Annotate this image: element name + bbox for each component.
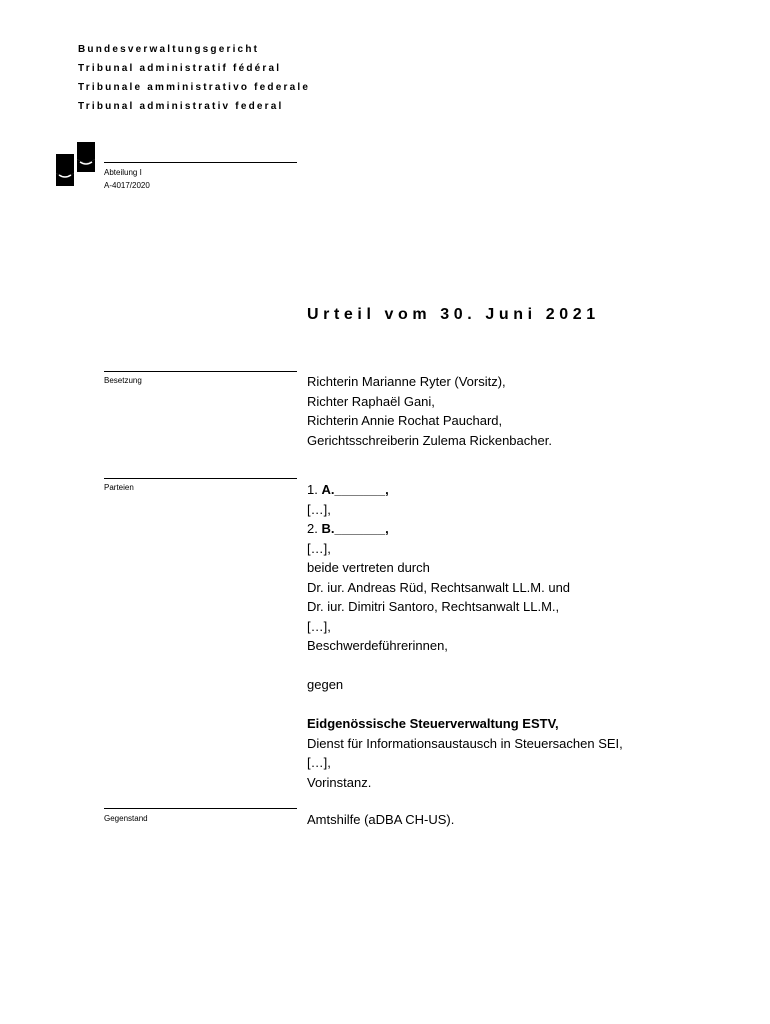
representation-line: beide vertreten durch: [307, 560, 430, 575]
division-label: Abteilung I: [104, 168, 142, 177]
judge-line: Richterin Annie Rochat Pauchard,: [307, 413, 503, 428]
party-2-number: 2.: [307, 521, 322, 536]
representation-line: […],: [307, 618, 331, 634]
clerk-line: Gerichtsschreiberin Zulema Rickenbacher.: [307, 432, 552, 448]
party-1: [307, 480, 623, 500]
party-2-address: […],: [307, 540, 331, 556]
court-names: [78, 40, 310, 116]
representation-line: Dr. iur. Andreas Rüd, Rechtsanwalt LL.M. und: [307, 579, 571, 595]
subject-text: Amtshilfe (aDBA CH-US).: [307, 812, 455, 827]
judgment-title: Urteil vom 30. Juni 2021: [307, 306, 600, 323]
parteien-rule: [104, 478, 297, 479]
besetzung-label: Besetzung: [104, 376, 142, 385]
parteien-label: Parteien: [104, 483, 134, 492]
gegenstand-label: Gegenstand: [104, 814, 148, 823]
authority-line: Dienst für Informationsaustausch in Steuersachen SEI,: [307, 735, 623, 751]
gegenstand-block: [307, 810, 454, 830]
party-2-name: B._______,: [321, 521, 389, 536]
authority-role: Vorinstanz.: [307, 774, 372, 790]
parteien-block: [307, 480, 623, 792]
authority-name: [307, 714, 623, 734]
spacer: [307, 656, 623, 676]
spacer: [307, 695, 623, 715]
party-1-address: […],: [307, 501, 331, 517]
appellants-role: Beschwerdeführerinnen,: [307, 638, 448, 653]
party-1-number: 1.: [307, 482, 322, 497]
authority-name-text: Eidgenössische Steuerverwaltung ESTV,: [307, 716, 559, 731]
court-name-fr: Tribunal administratif fédéral: [78, 63, 282, 74]
authority-line: […],: [307, 755, 331, 770]
court-name-rm: Tribunal administrativ federal: [78, 101, 284, 112]
judge-line: Richterin Marianne Ryter (Vorsitz),: [307, 374, 506, 389]
besetzung-block: [307, 372, 552, 450]
versus-label: gegen: [307, 677, 344, 692]
representation-line: Dr. iur. Dimitri Santoro, Rechtsanwalt LL.M.,: [307, 599, 560, 614]
besetzung-rule: [104, 371, 297, 372]
case-number: A-4017/2020: [104, 181, 150, 190]
court-name-de: Bundesverwaltungsgericht: [78, 44, 260, 55]
header-rule: [104, 162, 297, 163]
party-1-name: A._______,: [321, 482, 389, 497]
court-logo-icon: [56, 142, 96, 186]
court-name-it: Tribunale amministrativo federale: [78, 82, 311, 93]
party-2: [307, 519, 623, 539]
gegenstand-rule: [104, 808, 297, 809]
judge-line: Richter Raphaël Gani,: [307, 393, 435, 409]
